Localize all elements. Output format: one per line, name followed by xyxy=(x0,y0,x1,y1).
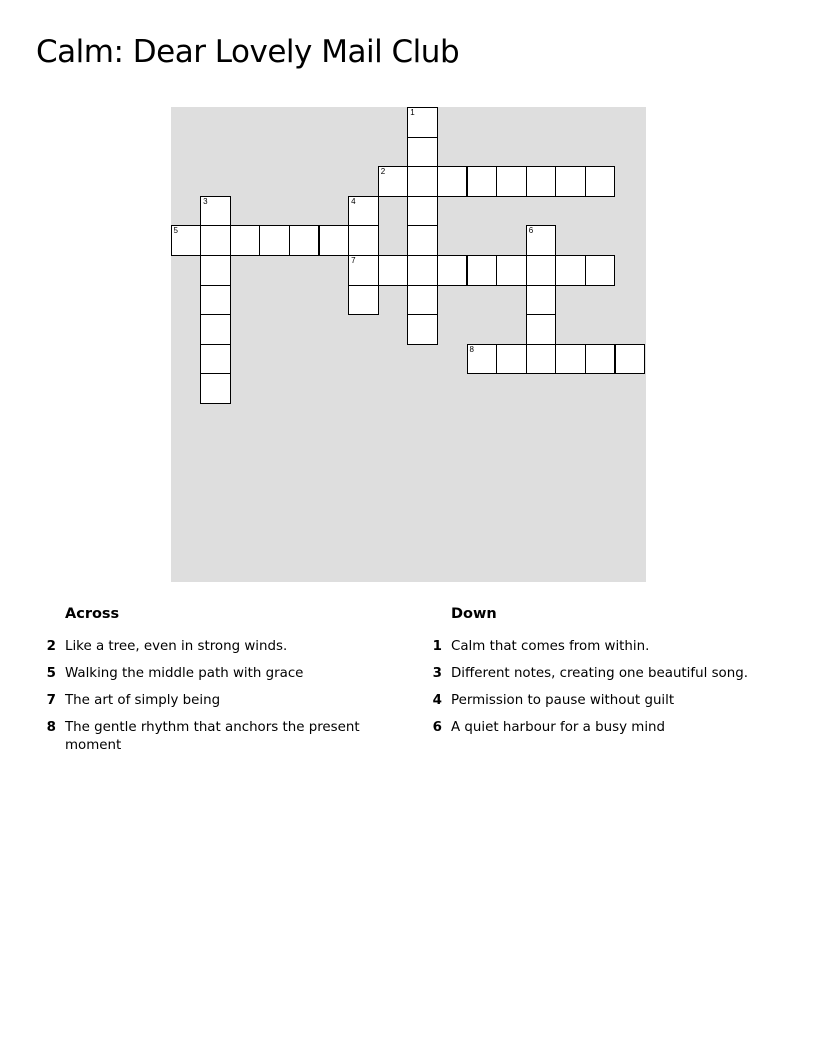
clue-number: 1 xyxy=(432,639,442,654)
clue-number: 5 xyxy=(46,666,56,681)
clue-number: 4 xyxy=(432,693,442,708)
clue-text: The gentle rhythm that anchors the present moment xyxy=(65,720,360,753)
crossword-cell[interactable] xyxy=(467,344,498,375)
clue-text: Calm that comes from within. xyxy=(451,639,650,654)
crossword-cell[interactable] xyxy=(526,225,557,256)
down-heading: Down xyxy=(451,606,497,622)
clue-across-2 xyxy=(40,638,370,656)
across-clues xyxy=(40,604,370,764)
crossword-cell[interactable] xyxy=(407,314,438,345)
clue-down-6 xyxy=(426,719,766,737)
crossword-cell[interactable] xyxy=(526,344,557,375)
crossword-cell[interactable] xyxy=(289,225,320,256)
crossword-cell[interactable] xyxy=(200,285,231,316)
clue-number: 2 xyxy=(46,639,56,654)
crossword-cell[interactable] xyxy=(496,255,527,286)
crossword-cell[interactable] xyxy=(378,255,409,286)
crossword-cell[interactable] xyxy=(407,255,438,286)
crossword-cell[interactable] xyxy=(555,166,586,197)
crossword-cell[interactable] xyxy=(526,166,557,197)
crossword-grid xyxy=(171,107,646,582)
crossword-cell[interactable] xyxy=(585,344,616,375)
crossword-cell[interactable] xyxy=(526,314,557,345)
crossword-cell[interactable] xyxy=(348,196,379,227)
clue-across-5 xyxy=(40,665,370,683)
crossword-cell[interactable] xyxy=(200,373,231,404)
crossword-cell[interactable] xyxy=(526,255,557,286)
clue-text: Like a tree, even in strong winds. xyxy=(65,639,288,654)
clue-down-1 xyxy=(426,638,766,656)
crossword-cell[interactable] xyxy=(615,344,646,375)
crossword-cell[interactable] xyxy=(467,255,498,286)
clue-across-8 xyxy=(40,719,370,755)
clue-down-3 xyxy=(426,665,766,683)
clue-text: A quiet harbour for a busy mind xyxy=(451,720,666,735)
cell-number: 3 xyxy=(203,196,208,206)
crossword-cell[interactable] xyxy=(259,225,290,256)
clue-number: 7 xyxy=(46,693,56,708)
crossword-cell[interactable] xyxy=(348,225,379,256)
crossword-cell[interactable] xyxy=(437,166,468,197)
clue-text: Different notes, creating one beautiful song. xyxy=(451,666,748,681)
cell-number: 6 xyxy=(528,226,534,236)
cell-number: 4 xyxy=(351,196,356,206)
clue-text: Permission to pause without guilt xyxy=(451,693,675,708)
crossword-cell[interactable] xyxy=(407,225,438,256)
crossword-cell[interactable] xyxy=(585,255,616,286)
across-heading: Across xyxy=(65,606,120,622)
crossword-cell[interactable] xyxy=(555,344,586,375)
crossword-cell[interactable] xyxy=(348,255,379,286)
crossword-cell[interactable] xyxy=(407,166,438,197)
crossword-cell[interactable] xyxy=(555,255,586,286)
crossword-cell[interactable] xyxy=(171,225,202,256)
clue-number: 3 xyxy=(432,666,442,681)
crossword-cell[interactable] xyxy=(467,166,498,197)
crossword-cell[interactable] xyxy=(319,225,350,256)
cell-number: 2 xyxy=(380,167,386,177)
crossword-cell[interactable] xyxy=(348,285,379,316)
cell-number: 1 xyxy=(410,108,415,117)
clue-number: 6 xyxy=(432,720,442,735)
crossword-cell[interactable] xyxy=(496,344,527,375)
crossword-cell[interactable] xyxy=(407,107,438,138)
crossword-cell[interactable] xyxy=(200,314,231,345)
crossword-cell[interactable] xyxy=(200,196,231,227)
clue-across-7 xyxy=(40,692,370,710)
crossword-cell[interactable] xyxy=(200,255,231,286)
page-title: Calm: Dear Lovely Mail Club xyxy=(36,34,460,70)
crossword-cell[interactable] xyxy=(526,285,557,316)
crossword-cell[interactable] xyxy=(437,255,468,286)
crossword-cell[interactable] xyxy=(407,196,438,227)
down-clues xyxy=(426,604,766,746)
clue-number: 8 xyxy=(46,720,56,735)
clue-text: The art of simply being xyxy=(65,693,221,708)
cell-number: 7 xyxy=(351,256,356,265)
clue-text: Walking the middle path with grace xyxy=(65,666,304,681)
crossword-cell[interactable] xyxy=(200,344,231,375)
crossword-cell[interactable] xyxy=(378,166,409,197)
cell-number: 8 xyxy=(469,344,474,354)
crossword-cell[interactable] xyxy=(407,285,438,316)
crossword-cell[interactable] xyxy=(585,166,616,197)
clue-down-4 xyxy=(426,692,766,710)
crossword-cell[interactable] xyxy=(407,137,438,168)
crossword-cell[interactable] xyxy=(496,166,527,197)
crossword-cell[interactable] xyxy=(230,225,261,256)
crossword-cell[interactable] xyxy=(200,225,231,256)
cell-number: 5 xyxy=(173,226,178,236)
